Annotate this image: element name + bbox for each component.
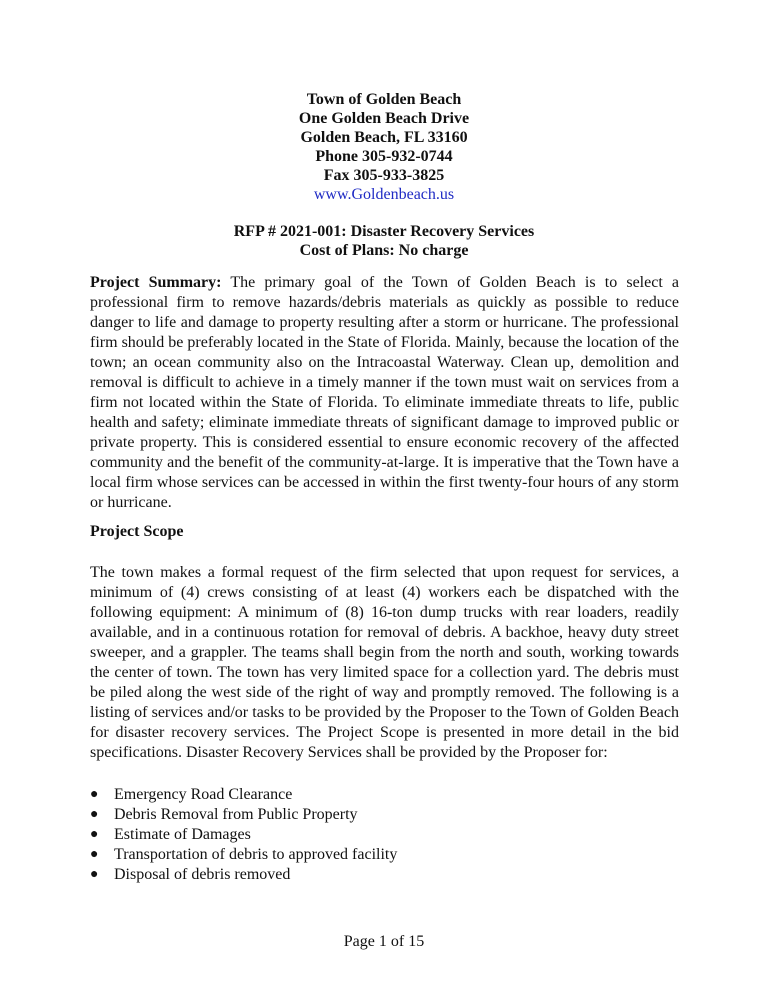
project-summary-paragraph — [90, 273, 679, 513]
cost-of-plans: Cost of Plans: No charge — [299, 242, 469, 259]
org-name: Town of Golden Beach — [306, 91, 462, 108]
rfp-title: RFP # 2021-001: Disaster Recovery Services — [233, 223, 535, 240]
page-number: Page 1 of 15 — [343, 933, 425, 950]
project-scope-heading: Project Scope — [90, 523, 184, 540]
list-item — [90, 865, 397, 885]
services-list — [90, 785, 397, 885]
letterhead — [0, 90, 768, 204]
bullet-icon: ● — [90, 847, 99, 862]
address-line-1: One Golden Beach Drive — [298, 110, 470, 127]
bullet-icon: ● — [90, 867, 99, 882]
address-line-2: Golden Beach, FL 33160 — [300, 129, 468, 146]
bullet-icon: ● — [90, 807, 99, 822]
bullet-icon: ● — [90, 827, 99, 842]
phone-number: Phone 305-932-0744 — [315, 148, 453, 165]
project-summary — [90, 273, 679, 513]
fax-number: Fax 305-933-3825 — [323, 167, 445, 184]
service-label: Estimate of Damages — [114, 826, 251, 843]
list-item — [90, 805, 397, 825]
service-label: Debris Removal from Public Property — [114, 806, 358, 823]
list-item — [90, 845, 397, 865]
project-scope — [90, 563, 679, 763]
list-item — [90, 785, 397, 805]
service-label: Emergency Road Clearance — [114, 786, 293, 803]
service-label: Disposal of debris removed — [114, 866, 291, 883]
service-label: Transportation of debris to approved facility — [114, 846, 398, 863]
project-summary-text: The primary goal of the Town of Golden Beach is to select a professional firm to remove hazards/debris materials as quickly as possible to reduce danger to life and damage to property resulting after a storm or hurricane. The professional firm should be preferably located in the State of Florida. Mainly, because the location of the town; an ocean community also on the Intracoastal Waterway. Clean up, demolition and removal is difficult to achieve in a timely manner if the town must wait on services from a firm not located within the State of Florida. To eliminate immediate threats to life, public health and safety; eliminate immediate threats of significant damage to improved public or private property. This is considered essential to ensure economic recovery of the affected community and the benefit of the community-at-large. It is imperative that the Town have a local firm whose services can be accessed in within the first twenty-four hours of any storm or hurricane. — [90, 274, 680, 511]
bullet-icon: ● — [90, 787, 99, 802]
project-summary-label: Project Summary: — [90, 274, 222, 291]
project-scope-paragraph: The town makes a formal request of the firm selected that upon request for services, a minimum of (4) crews consisting of at least (4) workers each be dispatched with the following equipment: A minimum of (8) 16-ton dump trucks with rear loaders, readily available, and in a continuous rotation for removal of debris. A backhoe, heavy duty street sweeper, and a grappler. The teams shall begin from the north and south, working towards the center of town. The town has very limited space for a collection yard. The debris must be piled along the west side of the right of way and promptly removed. The following is a listing of services and/or tasks to be provided by the Proposer to the Town of Golden Beach for disaster recovery services. The Project Scope is presented in more detail in the bid specifications. Disaster Recovery Services shall be provided by the Proposer for: — [90, 564, 679, 761]
list-item — [90, 825, 397, 845]
rfp-title-block — [0, 222, 768, 260]
website-link[interactable]: www.Goldenbeach.us — [313, 186, 455, 203]
